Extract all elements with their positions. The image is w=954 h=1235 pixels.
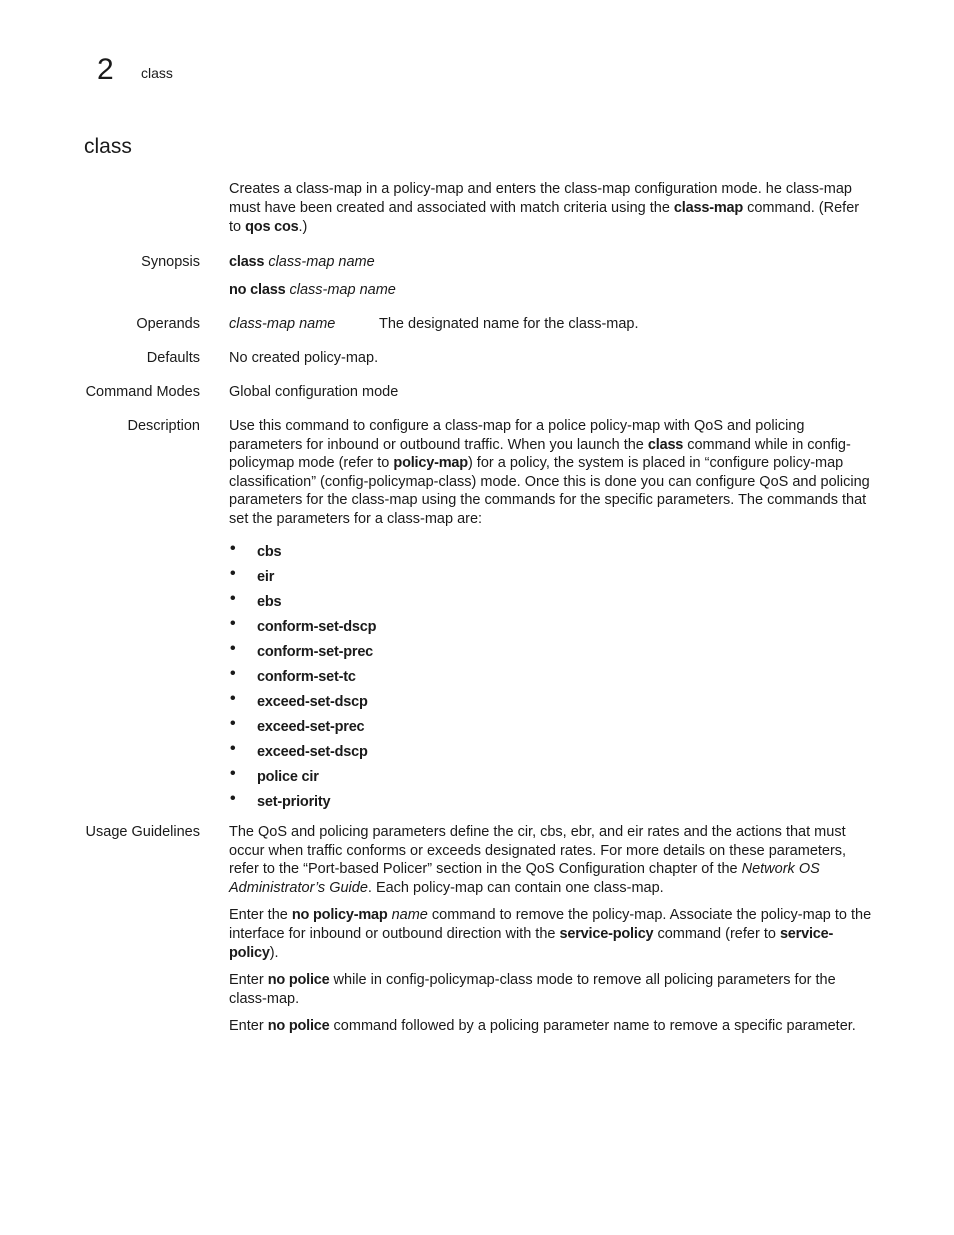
- synopsis-label: Synopsis: [141, 254, 200, 270]
- bullet-icon: •: [230, 764, 236, 782]
- running-header-title: class: [141, 65, 173, 81]
- usage-guidelines-body: [229, 823, 874, 1045]
- parameter-item: • conform-set-tc: [230, 664, 356, 685]
- command-modes-text: Global configuration mode: [229, 384, 399, 400]
- description-label: Description: [127, 418, 200, 434]
- bullet-icon: •: [230, 539, 236, 557]
- usage-paragraph: The QoS and policing parameters define the cir, cbs, ebr, and eir rates and the actions that must occur when traffic conforms or exceeds designated rates. For more details on these parameters, refer to the “Port-based Policer” section in the QoS Configuration chapter of the Network OS Administrator’s Guide. Each policy-map can contain one class-map.: [229, 824, 847, 896]
- bullet-icon: •: [230, 564, 236, 582]
- bullet-icon: •: [230, 664, 236, 682]
- bullet-icon: •: [230, 789, 236, 807]
- defaults-text: No created policy-map.: [229, 350, 379, 366]
- parameter-item: • eir: [230, 564, 275, 585]
- parameter-item: • police cir: [230, 764, 319, 785]
- bullet-icon: •: [230, 714, 236, 732]
- bullet-icon: •: [230, 614, 236, 632]
- command-modes-label: Command Modes: [85, 384, 200, 400]
- chapter-number: 2: [97, 53, 114, 86]
- synopsis-body: [229, 253, 874, 308]
- parameter-item: • set-priority: [230, 789, 331, 810]
- intro-paragraph: Creates a class-map in a policy-map and enters the class-map configuration mode. he class-map must have been created and associated with match criteria using the class-map command. (Refer to qos cos.): [229, 181, 860, 235]
- parameter-item: • exceed-set-prec: [230, 714, 365, 735]
- synopsis-line: class class-map name: [229, 254, 375, 270]
- bullet-icon: •: [230, 639, 236, 657]
- bullet-icon: •: [230, 689, 236, 707]
- bullet-icon: •: [230, 739, 236, 757]
- defaults-label: Defaults: [146, 350, 200, 366]
- operands-label: Operands: [136, 316, 200, 332]
- bullet-icon: •: [230, 589, 236, 607]
- usage-guidelines-label: Usage Guidelines: [85, 824, 200, 840]
- operand-name: class-map name: [229, 316, 336, 332]
- parameter-item: • cbs: [230, 539, 282, 560]
- synopsis-line: no class class-map name: [229, 281, 396, 298]
- usage-paragraph: Enter the no policy-map name command to remove the policy-map. Associate the policy-map to the interface for inbound or outbound direction with the service-policy command (refer to service-policy).: [229, 907, 872, 961]
- parameter-item: • exceed-set-dscp: [230, 739, 368, 760]
- operand-description: The designated name for the class-map.: [379, 316, 639, 332]
- description-body: [229, 417, 874, 818]
- usage-paragraph: Enter no police while in config-policymap-class mode to remove all policing parameters for the class-map.: [229, 972, 836, 1007]
- parameter-list: [229, 539, 874, 818]
- parameter-item: • ebs: [230, 589, 282, 610]
- parameter-item: • conform-set-dscp: [230, 614, 377, 635]
- parameter-item: • exceed-set-dscp: [230, 689, 368, 710]
- section-title: class: [84, 135, 132, 158]
- usage-paragraph: Enter no police command followed by a policing parameter name to remove a specific parameter.: [229, 1018, 856, 1035]
- description-paragraph: Use this command to configure a class-map for a police policy-map with QoS and policing parameters for inbound or outbound traffic. When you launch the class command while in config-policymap mode (refer to policy-map) for a policy, the system is placed in “configure policy-map classification” (config-policymap-class) mode. Once this is done you can configure QoS and policing parameters for the class-map using the commands for the specific parameters. The commands that set the parameters for a class-map are:: [229, 418, 870, 527]
- parameter-item: • conform-set-prec: [230, 639, 374, 660]
